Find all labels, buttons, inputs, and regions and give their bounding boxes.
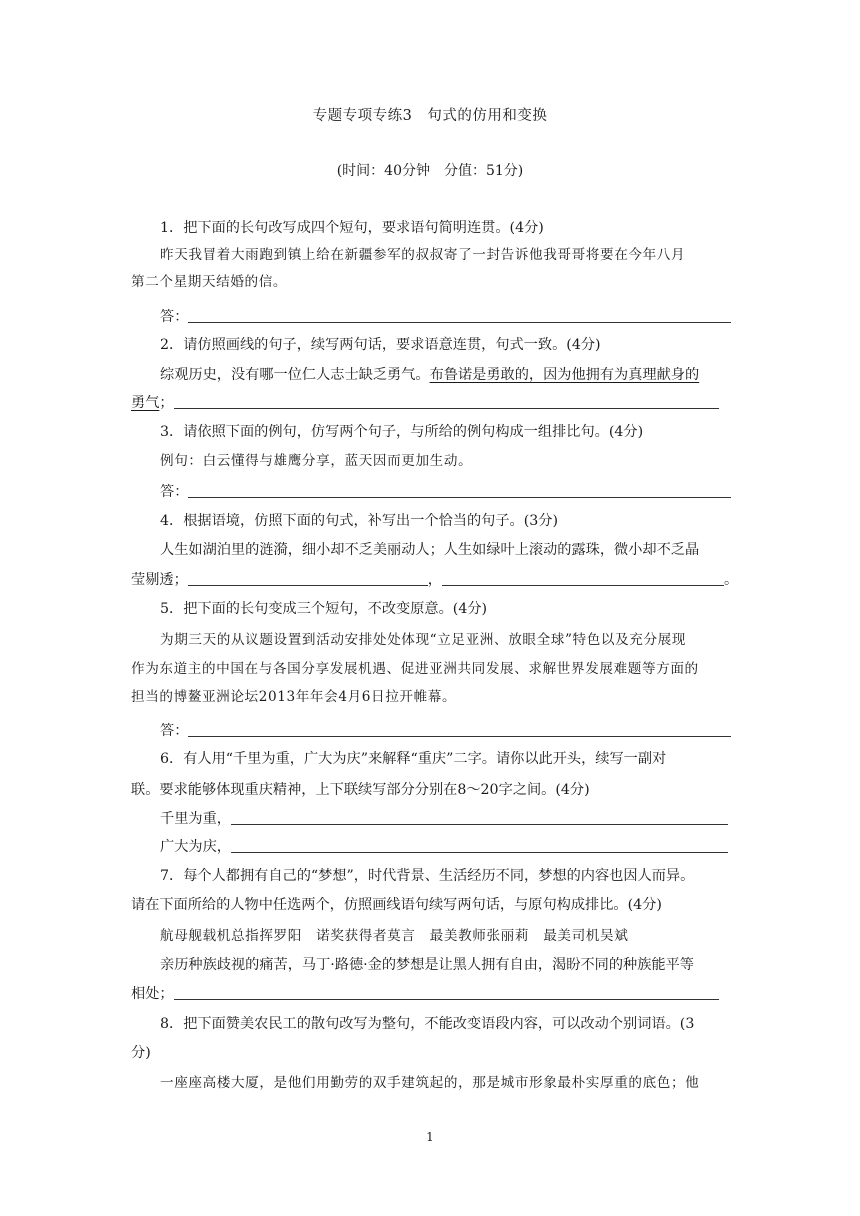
q5-passage-line-2: 作为东道主的中国在与各国分享发展机遇、促进亚洲共同发展、求解世界发展难题等方面的 — [131, 661, 699, 677]
q7-text-start: 相处； — [131, 986, 174, 1002]
page-number: 1 — [426, 1130, 434, 1144]
q7-people: 航母舰载机总指挥罗阳 诺奖获得者莫言 最美教师张丽莉 最美司机吴斌 — [160, 928, 629, 944]
q6-stem-line-1: 6．有人用“千里为重，广大为庆”来解释“重庆”二字。请你以此开头，续写一副对 — [160, 751, 667, 767]
q8-stem-line-1: 8．把下面赞美农民工的散句改写为整句，不能改变语段内容，可以改动个别词语。(3 — [160, 1016, 695, 1032]
q4-text-line-1: 人生如湖泊里的涟漪，细小却不乏美丽动人；人生如绿叶上滚动的露珠，微小却不乏晶 — [160, 542, 700, 558]
q2-answer-blank[interactable] — [174, 394, 719, 409]
q4-text-line-2 — [131, 570, 738, 590]
q4-period: 。 — [723, 572, 739, 588]
q6-upper-label: 千里为重， — [160, 811, 231, 827]
q3-answer-blank[interactable] — [188, 483, 731, 498]
q6-lower-row — [160, 837, 728, 857]
q7-stem-line-1: 7．每个人都拥有自己的“梦想”，时代背景、生活经历不同，梦想的内容也因人而异。 — [160, 868, 695, 884]
q2-text-plain: 综观历史，没有哪一位仁人志士缺乏勇气。 — [160, 367, 430, 383]
q4-stem: 4．根据语境，仿照下面的句式，补写出一个恰当的句子。(3分) — [160, 513, 559, 529]
q2-underlined-end: 勇气 — [131, 395, 160, 411]
q2-text-line-1 — [160, 365, 699, 385]
q2-text-line-2 — [131, 393, 719, 413]
q6-stem-line-2: 联。要求能够体现重庆精神，上下联续写部分分别在8～20字之间。(4分) — [131, 782, 590, 798]
q1-passage-line-1: 昨天我冒着大雨跑到镇上给在新疆参军的叔叔寄了一封告诉他我哥哥将要在今年八月 — [160, 247, 686, 263]
q3-example: 例句：白云懂得与雄鹰分享，蓝天因而更加生动。 — [160, 453, 473, 469]
q5-passage-line-1: 为期三天的从议题设置到活动安排处处体现“立足亚洲、放眼全球”特色以及充分展现 — [160, 632, 687, 648]
q1-answer-row — [160, 307, 731, 327]
q4-blank-2[interactable] — [442, 571, 724, 586]
q6-upper-blank[interactable] — [231, 810, 728, 825]
q1-answer-blank[interactable] — [188, 308, 731, 323]
q2-stem: 2．请仿照画线的句子，续写两句话，要求语意连贯，句式一致。(4分) — [160, 337, 601, 353]
q3-answer-row — [160, 482, 731, 502]
page-title: 专题专项专练3 句式的仿用和变换 — [312, 108, 548, 124]
q3-stem: 3．请依照下面的例句，仿写两个句子，与所给的例句构成一组排比句。(4分) — [160, 424, 644, 440]
q5-passage-line-3: 担当的博鳌亚洲论坛2013年年会4月6日拉开帷幕。 — [131, 689, 457, 705]
q4-text-start: 莹剔透； — [131, 572, 188, 588]
q8-passage-line-1: 一座座高楼大厦，是他们用勤劳的双手建筑起的，那是城市形象最朴实厚重的底色；他 — [160, 1075, 700, 1091]
q5-answer-blank[interactable] — [188, 722, 731, 737]
q5-answer-label: 答： — [160, 723, 189, 739]
q6-lower-blank[interactable] — [231, 838, 728, 853]
q7-answer-blank[interactable] — [174, 985, 719, 1000]
q6-lower-label: 广大为庆， — [160, 839, 231, 855]
q5-answer-row — [160, 721, 731, 741]
q8-stem-line-2: 分) — [131, 1045, 151, 1061]
page-subtitle: (时间：40分钟 分值：51分) — [336, 163, 524, 179]
q1-stem: 1．把下面的长句改写成四个短句，要求语句简明连贯。(4分) — [160, 220, 544, 236]
q7-text-line-2 — [131, 984, 719, 1004]
q5-stem: 5．把下面的长句变成三个短句，不改变原意。(4分) — [160, 601, 488, 617]
q4-comma: ， — [427, 572, 442, 588]
q3-answer-label: 答： — [160, 484, 189, 500]
q7-stem-line-2: 请在下面所给的人物中任选两个，仿照画线语句续写两句话，与原句构成排比。(4分) — [131, 897, 662, 913]
q2-semicolon: ； — [159, 395, 174, 411]
q7-text-line-1: 亲历种族歧视的痛苦，马丁·路德·金的梦想是让黑人拥有自由，渴盼不同的种族能平等 — [160, 957, 694, 973]
q6-upper-row — [160, 809, 728, 829]
q2-underlined-sentence: 布鲁诺是勇敢的，因为他拥有为真理献身的 — [429, 367, 700, 383]
q4-blank-1[interactable] — [188, 571, 428, 586]
q1-passage-line-2: 第二个星期天结婚的信。 — [131, 274, 288, 290]
q1-answer-label: 答： — [160, 309, 189, 325]
